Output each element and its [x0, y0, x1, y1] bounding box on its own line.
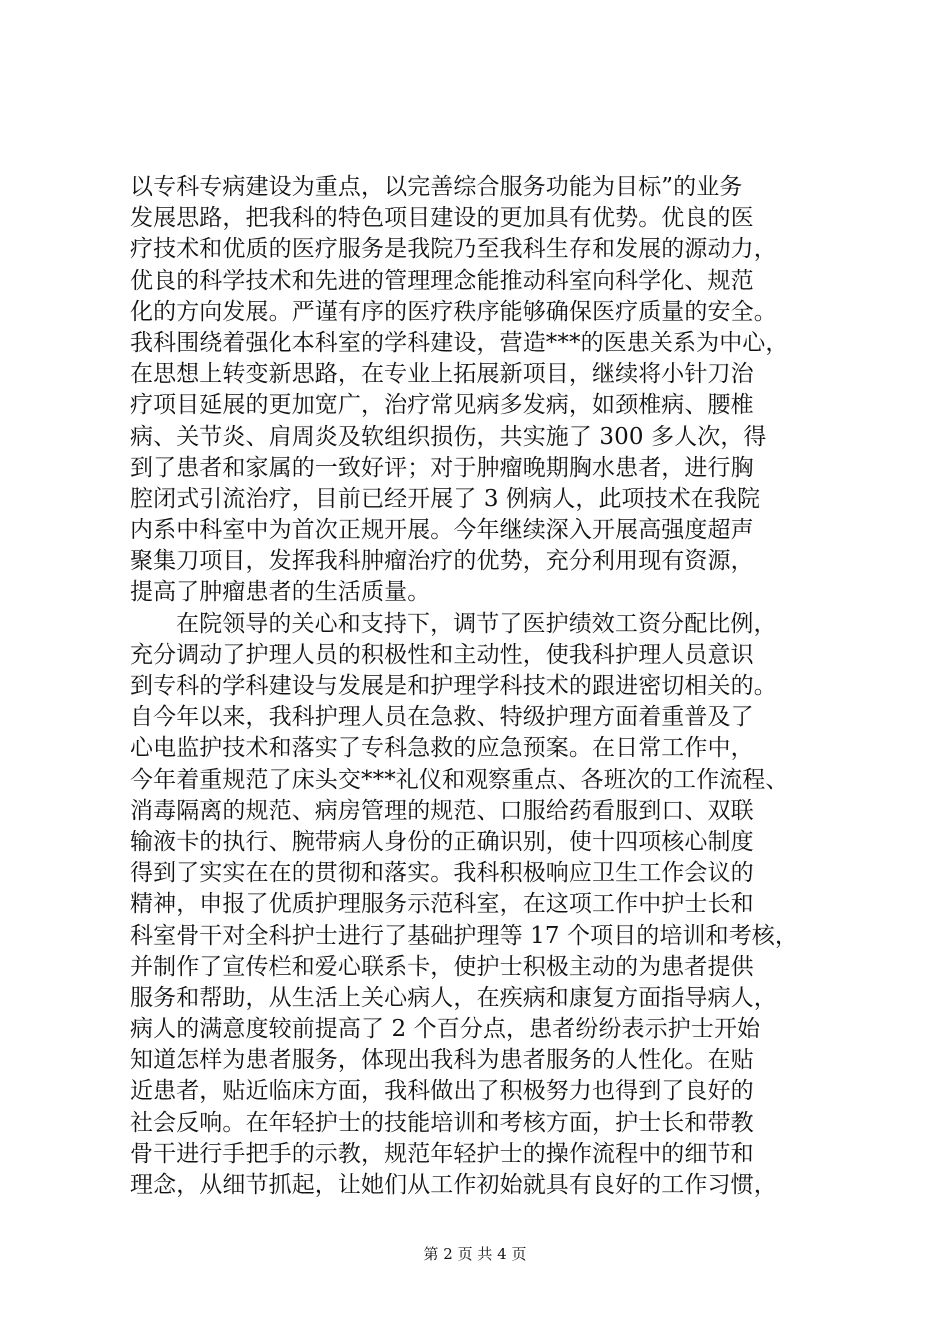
text-line: 社会反响。在年轻护士的技能培训和考核方面，护士长和带教 [130, 1109, 754, 1136]
text-line: 病、关节炎、肩周炎及软组织损伤，共实施了 300 多人次，得 [130, 423, 767, 450]
text-line: 消毒隔离的规范、病房管理的规范、口服给药看服到口、双联 [130, 797, 754, 824]
text-line: 并制作了宣传栏和爱心联系卡，使护士积极主动的为患者提供 [130, 953, 754, 980]
text-line: 自今年以来，我科护理人员在急救、特级护理方面着重普及了 [130, 704, 754, 731]
text-line: 科室骨干对全科护士进行了基础护理等 17 个项目的培训和考核， [130, 922, 798, 949]
text-line: 提高了肿瘤患者的生活质量。 [130, 579, 431, 606]
text-line: 服务和帮助，从生活上关心病人，在疾病和康复方面指导病人， [130, 984, 777, 1011]
text-line: 充分调动了护理人员的积极性和主动性，使我科护理人员意识 [130, 641, 754, 668]
text-line: 以专科专病建设为重点，以完善综合服务功能为目标”的业务 [130, 174, 743, 200]
text-line: 聚集刀项目，发挥我科肿瘤治疗的优势，充分利用现有资源， [130, 548, 754, 575]
text-line: 得到了实实在在的贯彻和落实。我科积极响应卫生工作会议的 [130, 860, 754, 887]
text-line: 在思想上转变新思路，在专业上拓展新项目，继续将小针刀治 [130, 361, 754, 388]
text-line: 疗技术和优质的医疗服务是我院乃至我科生存和发展的源动力， [130, 236, 777, 263]
text-line: 化的方向发展。严谨有序的医疗秩序能够确保医疗质量的安全。 [130, 298, 777, 325]
text-line: 到专科的学科建设与发展是和护理学科技术的跟进密切相关的。 [130, 673, 777, 699]
text-line: 发展思路，把我科的特色项目建设的更加具有优势。优良的医 [130, 205, 754, 232]
text-line: 我科围绕着强化本科室的学科建设，营造***的医患关系为中心， [130, 329, 789, 356]
document-body [130, 172, 850, 1201]
text-line: 腔闭式引流治疗，目前已经开展了 3 例病人，此项技术在我院 [130, 485, 761, 512]
text-line: 近患者，贴近临床方面，我科做出了积极努力也得到了良好的 [130, 1078, 754, 1105]
text-line: 疗项目延展的更加宽广，治疗常见病多发病，如颈椎病、腰椎 [130, 392, 754, 419]
text-line: 知道怎样为患者服务，体现出我科为患者服务的人性化。在贴 [130, 1047, 754, 1074]
text-line: 输液卡的执行、腕带病人身份的正确识别，使十四项核心制度 [130, 828, 754, 855]
text-line: 理念，从细节抓起，让她们从工作初始就具有良好的工作习惯， [130, 1172, 777, 1198]
text-line: 到了患者和家属的一致好评；对于肿瘤晚期胸水患者，进行胸 [130, 454, 754, 481]
text-line: 心电监护技术和落实了专科急救的应急预案。在日常工作中， [130, 735, 754, 762]
text-line: 病人的满意度较前提高了 2 个百分点，患者纷纷表示护士开始 [130, 1016, 761, 1043]
text-line: 今年着重规范了床头交***礼仪和观察重点、各班次的工作流程、 [130, 766, 789, 793]
text-line: 在院领导的关心和支持下，调节了医护绩效工资分配比例， [176, 610, 777, 637]
page-footer: 第 2 页 共 4 页 [423, 1245, 527, 1263]
text-line: 精神，申报了优质护理服务示范科室，在这项工作中护士长和 [130, 891, 754, 918]
text-line: 骨干进行手把手的示教，规范年轻护士的操作流程中的细节和 [130, 1140, 754, 1167]
text-line: 内系中科室中为首次正规开展。今年继续深入开展高强度超声 [130, 517, 754, 544]
text-line: 优良的科学技术和先进的管理理念能推动科室向科学化、规范 [130, 267, 754, 294]
